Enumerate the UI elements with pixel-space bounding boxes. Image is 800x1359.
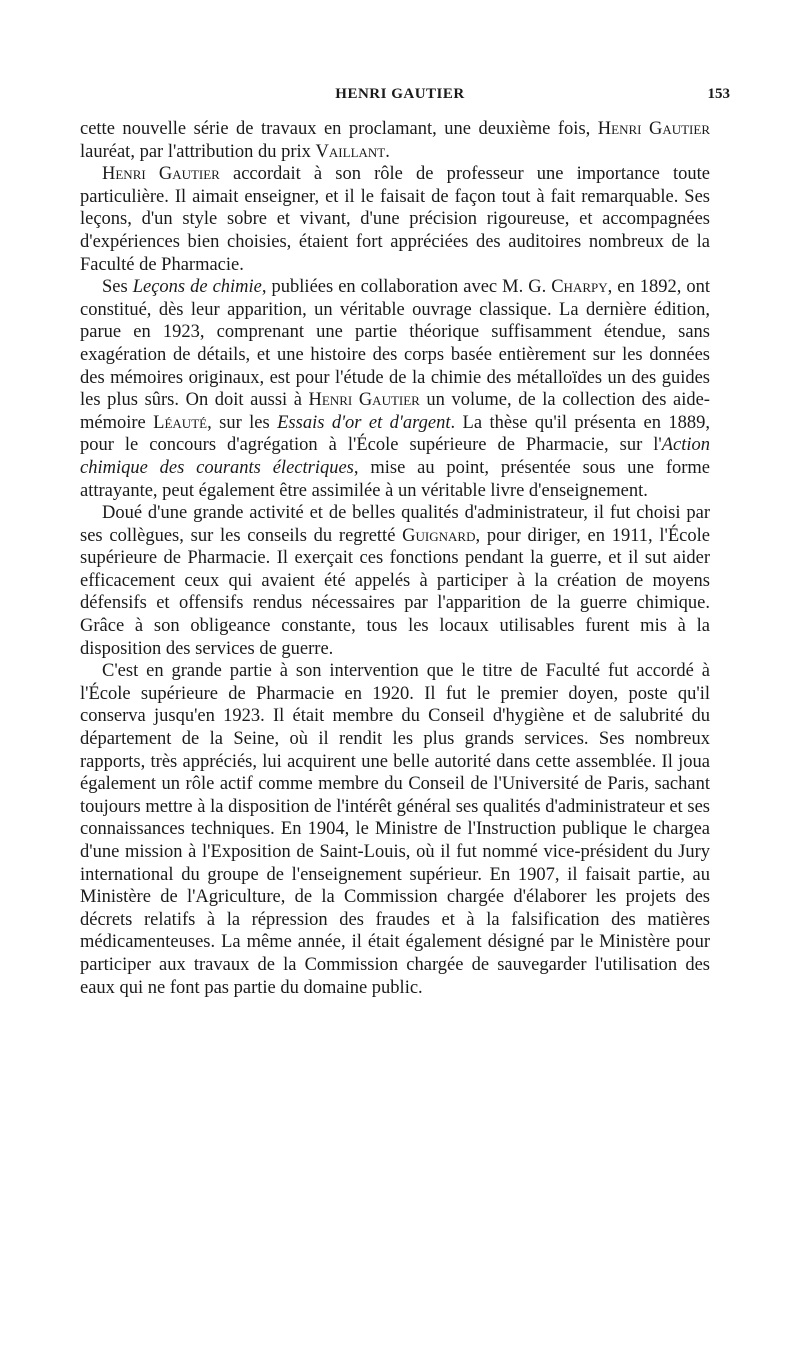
running-title: HENRI GAUTIER	[335, 86, 465, 102]
running-header	[0, 86, 800, 110]
person-name: Henri Gautier	[597, 119, 710, 139]
person-name: Guignard	[402, 525, 476, 546]
prize-name: Vaillant	[315, 141, 386, 162]
book-title: Essais d'or et d'argent	[277, 412, 451, 433]
person-name: Henri Gautier	[308, 390, 420, 411]
paragraph-publications: Ses Leçons de chimie, publiées en collaboration avec M. G. Charpy, en 1892, ont constitué, dès leur apparition, un véritable ouvrage classique. La dernière édition, parue en 1923, comprenant une partie théorique suffisamment étendue, sans exagération de détails, et une histoire des corps basée entièrement sur les données des mémoires originaux, est pour l'étude de la chimie des métalloïdes un des guides les plus sûrs. On doit aussi à Henri Gautier un volume, de la collection des aide-mémoire Léauté, sur les Essais d'or et d'argent. La thèse qu'il présenta en 1889, pour le concours d'agrégation à l'École supérieure de Pharmacie, sur l'Action chimique des courants électriques, mise au point, présentée sous une forme attrayante, peut également être assimilée à un véritable livre d'enseignement.	[80, 277, 711, 501]
collection-name: Léauté	[153, 412, 208, 433]
body-text	[80, 118, 710, 999]
book-title: Leçons de chimie	[132, 277, 262, 298]
paragraph-faculty: C'est en grande partie à son intervention que le titre de Faculté fut accordé à l'École supérieure de Pharmacie en 1920. Il fut le premier doyen, poste qu'il conserva jusqu'en 1923. Il était membre du Conseil d'hygiène et de salubrité du département de la Seine, où il rendit les plus grands services. Ses nombreux rapports, très appréciés, lui acquirent une belle autorité dans cette assemblée. Il joua également un rôle actif comme membre du Conseil de l'Université de Paris, sachant toujours mettre à la disposition de l'intérêt général ses qualités d'administrateur et ses connaissances techniques. En 1904, le Ministre de l'Instruction publique le chargea d'une mission à l'Exposition de Saint-Louis, où il fut nommé vice-président du Jury international du groupe de l'enseignement supérieur. En 1907, il faisait partie, au Ministère de l'Agriculture, de la Commission chargée d'élaborer les projets des décrets relatifs à la répression des fraudes et à la falsification des matières médicamenteuses. La même année, il était également désigné par le Ministère pour participer aux travaux de la Commission chargée de sauvegarder l'utilisation des eaux qui ne font pas partie du domaine public.	[80, 661, 710, 998]
person-name: Charpy	[551, 277, 608, 298]
page-number: 153	[707, 86, 730, 102]
paragraph-administration: Doué d'une grande activité et de belles qualités d'administrateur, il fut choisi par ses collègues, sur les conseils du regretté Guignard, pour diriger, en 1911, l'École supérieure de Pharmacie. Il exerçait ces fonctions pendant la guerre, et il sut aider efficacement ceux qui avaient été appelés à participer à la création de moyens défensifs et offensifs rendus nécessaires par l'apparition de la guerre chimique. Grâce à son obligeance constante, tous les locaux utilisables furent mis à la disposition des services de guerre.	[80, 503, 710, 659]
thesis-title: Action chimique des courants électriques	[80, 435, 710, 478]
person-name: Henri Gautier	[102, 164, 220, 185]
paragraph-continuation: cette nouvelle série de travaux en proclamant, une deuxième fois, Henri Gautier lauréat, par l'attribution du prix Vaillant.	[80, 119, 710, 162]
paragraph-teaching: Henri Gautier accordait à son rôle de professeur une importance toute particulière. Il aimait enseigner, et il le faisait de façon tout à fait remarquable. Ses leçons, d'un style sobre et vivant, d'une précision rigoureuse, et accompagnées d'expériences bien choisies, étaient fort appréciées des auditoires nombreux de la Faculté de Pharmacie.	[80, 164, 710, 275]
